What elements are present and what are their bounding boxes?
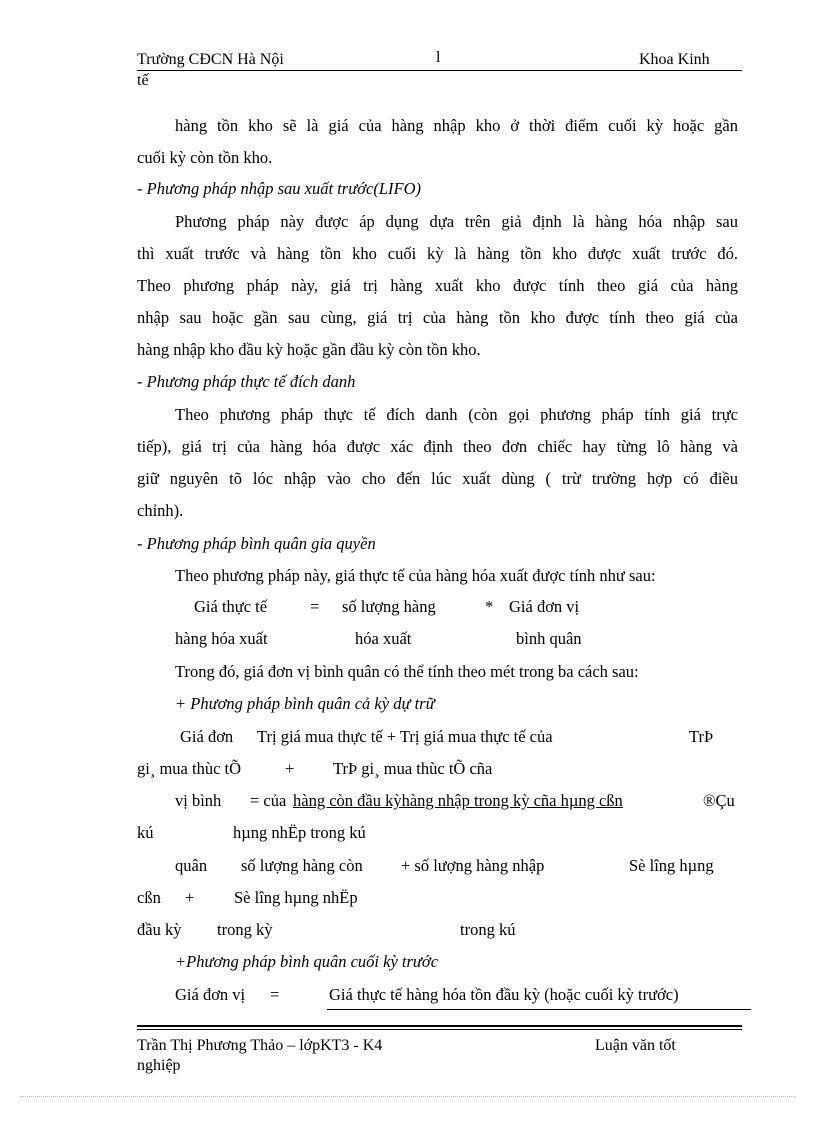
formula-term: trong kú (460, 920, 516, 939)
formula-term: TrÞ (689, 727, 714, 746)
body-line: tiếp), giá trị của hàng hóa được xác định theo đơn chiếc hay từng lô hàng và (137, 437, 738, 456)
formula-fraction-numerator: hàng còn đầu kỳhàng nhập trong kỳ cña hµng cßn (293, 791, 623, 810)
formula-term: kú (137, 823, 154, 842)
fraction-bar (327, 1009, 751, 1010)
body-line: Phương pháp này được áp dụng dựa trên giả định là hàng hóa nhập sau (175, 212, 738, 231)
header-rule (137, 70, 742, 71)
page-number: l (436, 49, 441, 66)
formula-term: + số lượng hàng nhập (401, 856, 545, 875)
footer-thesis-cont: nghiệp (137, 1057, 181, 1074)
section-heading-lifo: - Phương pháp nhập sau xuất trước(LIFO) (137, 179, 421, 198)
formula-term: số lượng hàng (342, 597, 436, 616)
formula-term: Trị giá mua thực tế + Trị giá mua thực tế của (257, 727, 553, 746)
formula-term: hàng hóa xuất (175, 629, 268, 648)
formula-term: bình quân (516, 629, 582, 648)
header-school: Trường CĐCN Hà Nội (137, 51, 284, 68)
body-line: hàng tồn kho sẽ là giá của hàng nhập kho ở thời điểm cuối kỳ hoặc gần (175, 116, 738, 135)
footer-rule (137, 1025, 742, 1027)
formula-term: vị bình (175, 791, 222, 810)
footer-rule (137, 1029, 742, 1030)
formula-operator: + (285, 759, 295, 778)
subsection-heading: + Phương pháp bình quân cả kỳ dự trữ (175, 694, 435, 713)
body-line: thì xuất trước và hàng tồn kho cuối kỳ là hàng tồn kho được xuất trước đó. (137, 244, 738, 263)
formula-term: Giá đơn (180, 727, 234, 746)
formula-term: hóa xuất (355, 629, 412, 648)
formula-term: ®Çu (703, 791, 735, 810)
body-line: Theo phương pháp này, giá trị hàng xuất kho được tính theo giá của hàng (137, 276, 738, 295)
formula-term: số lượng hàng còn (241, 856, 363, 875)
formula-term: Sè lîng hµng (629, 856, 714, 875)
formula-operator: * (485, 597, 494, 616)
body-line: chỉnh). (137, 501, 184, 520)
body-line: giữ nguyên tõ lóc nhập vào cho đến lúc xuất dùng ( trừ trường hợp có điều (137, 469, 738, 488)
formula-term: cßn (137, 888, 161, 907)
formula-operator: + (185, 888, 195, 907)
formula-term: Giá thực tế (194, 597, 268, 616)
formula-term: Sè lîng hµng nhËp (234, 888, 358, 907)
footer-author: Trần Thị Phương Thảo – lớpKT3 - K4 (137, 1037, 383, 1054)
formula-operator: = (270, 985, 280, 1004)
formula-operator: = (310, 597, 320, 616)
formula-term: quân (175, 856, 208, 875)
formula-term: Giá đơn vị (175, 985, 246, 1004)
section-heading-specific: - Phương pháp thực tế đích danh (137, 372, 356, 391)
header-faculty: Khoa Kinh (639, 51, 710, 68)
section-heading-weighted: - Phương pháp bình quân gia quyền (137, 534, 376, 553)
header-faculty-cont: tế (137, 72, 149, 89)
formula-term: hµng nhËp trong kú (233, 823, 366, 842)
formula-term: TrÞ gi¸ mua thùc tÕ cña (333, 759, 493, 778)
body-line: Theo phương pháp này, giá thực tế của hàng hóa xuất được tính như sau: (175, 566, 656, 585)
formula-term: trong kỳ (217, 920, 273, 939)
body-line: Theo phương pháp thực tế đích danh (còn gọi phương pháp tính giá trực (175, 405, 738, 424)
body-line: Trong đó, giá đơn vị bình quân có thể tính theo mét trong ba cách sau: (175, 662, 639, 681)
formula-term: gi¸ mua thùc tÕ (137, 759, 242, 778)
footer-thesis: Luận văn tốt (595, 1037, 676, 1054)
subsection-heading: +Phương pháp bình quân cuối kỳ trước (175, 952, 439, 971)
formula-term: đầu kỳ (137, 920, 182, 939)
body-line: hàng nhập kho đầu kỳ hoặc gần đầu kỳ còn tồn kho. (137, 340, 481, 359)
page-edge (20, 1096, 796, 1097)
formula-term: Giá đơn vị (509, 597, 580, 616)
body-line: cuối kỳ còn tồn kho. (137, 148, 273, 167)
formula-fraction-numerator: Giá thực tế hàng hóa tồn đầu kỳ (hoặc cuối kỳ trước) (329, 985, 679, 1004)
formula-term: = của (250, 791, 287, 810)
body-line: nhập sau hoặc gần sau cùng, giá trị của hàng tồn kho được tính theo giá của (137, 308, 738, 327)
